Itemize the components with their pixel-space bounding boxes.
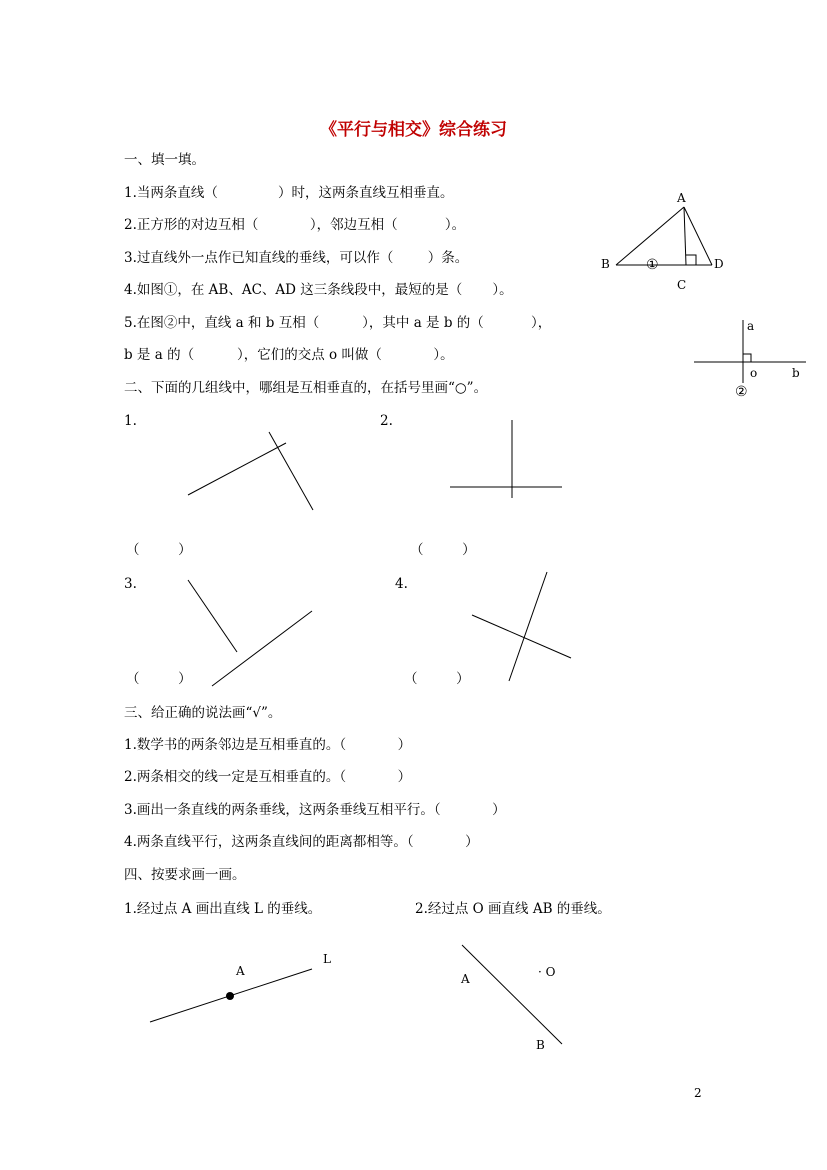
s2-item-1-number: 1. bbox=[124, 413, 137, 429]
s3-statement-4: 4.两条直线平行，这两条直线间的距离都相等。（ ） bbox=[124, 834, 479, 850]
s2-item-2-answer: （ ） bbox=[410, 542, 476, 558]
section-1-heading: 一、填一填。 bbox=[124, 152, 205, 168]
fig2-number: ② bbox=[735, 384, 748, 400]
section-4-heading: 四、按要求画一画。 bbox=[124, 867, 246, 883]
s4-fig1-label-a: A bbox=[236, 964, 245, 978]
s4-fig1-label-l: L bbox=[323, 952, 331, 966]
fig1-label-b: B bbox=[601, 257, 610, 271]
fig1-label-a: A bbox=[677, 191, 686, 205]
s3-statement-2: 2.两条相交的线一定是互相垂直的。（ ） bbox=[124, 769, 412, 785]
s1-question-1: 1.当两条直线（ ）时，这两条直线互相垂直。 bbox=[124, 185, 454, 201]
s3-statement-3: 3.画出一条直线的两条垂线，这两条垂线互相平行。（ ） bbox=[124, 802, 506, 818]
fig1-segment-ad bbox=[684, 207, 712, 265]
fig2-perpendicular bbox=[694, 320, 806, 383]
fig1-segment-ac bbox=[684, 207, 686, 265]
s2-item-1-answer: （ ） bbox=[126, 542, 192, 558]
pair-3-lines bbox=[188, 580, 312, 686]
fig1-segment-ab bbox=[616, 207, 684, 265]
s1-question-4: 4.如图①，在 AB、AC、AD 这三条线段中，最短的是（ ）。 bbox=[124, 282, 513, 298]
pair-1-lines bbox=[188, 432, 313, 510]
s1-question-2: 2.正方形的对边互相（ ），邻边互相（ ）。 bbox=[124, 217, 466, 233]
section-3-heading: 三、给正确的说法画“√”。 bbox=[124, 705, 282, 721]
s3-statement-1: 1.数学书的两条邻边是互相垂直的。（ ） bbox=[124, 737, 412, 753]
fig2-label-a: a bbox=[747, 319, 755, 333]
pair-4-lines bbox=[472, 572, 571, 681]
fig1-right-angle-mark bbox=[686, 255, 696, 265]
fig2-label-o: o bbox=[750, 366, 758, 380]
s2-item-4-answer: （ ） bbox=[404, 671, 470, 687]
s4-fig2-label-a: A bbox=[461, 972, 470, 986]
s1-question-3: 3.过直线外一点作已知直线的垂线，可以作（ ）条。 bbox=[124, 250, 469, 266]
s2-item-2-number: 2. bbox=[380, 413, 393, 429]
fig1-label-d: D bbox=[714, 257, 724, 271]
fig2-label-b: b bbox=[792, 366, 800, 380]
s2-item-3-number: 3. bbox=[124, 576, 137, 592]
s4-fig2-label-b: B bbox=[536, 1038, 545, 1052]
s4-task-2: 2.经过点 O 画直线 AB 的垂线。 bbox=[415, 901, 611, 917]
fig1-label-c: C bbox=[677, 278, 687, 292]
s1-question-5b: b 是 a 的（ ），它们的交点 o 叫做（ ）。 bbox=[124, 347, 454, 363]
section-2-heading: 二、下面的几组线中，哪组是互相垂直的，在括号里画“○”。 bbox=[124, 380, 488, 396]
s2-item-4-number: 4. bbox=[395, 576, 408, 592]
fig2-right-angle-mark bbox=[743, 354, 751, 362]
fig1-number: ① bbox=[646, 257, 659, 273]
pair-2-lines bbox=[450, 420, 562, 498]
page-number: 2 bbox=[694, 1086, 702, 1100]
s4-task-1: 1.经过点 A 画出直线 L 的垂线。 bbox=[124, 901, 322, 917]
s4-point-a bbox=[226, 992, 234, 1000]
s2-item-3-answer: （ ） bbox=[126, 671, 192, 687]
page-title: 《平行与相交》综合练习 bbox=[320, 120, 507, 140]
s1-question-5a: 5.在图②中，直线 a 和 b 互相（ ），其中 a 是 b 的（ ）， bbox=[124, 315, 552, 331]
s4-fig2-label-o: · O bbox=[538, 965, 556, 979]
fig1-triangle bbox=[616, 207, 712, 265]
s4-line-ab bbox=[462, 945, 562, 1044]
